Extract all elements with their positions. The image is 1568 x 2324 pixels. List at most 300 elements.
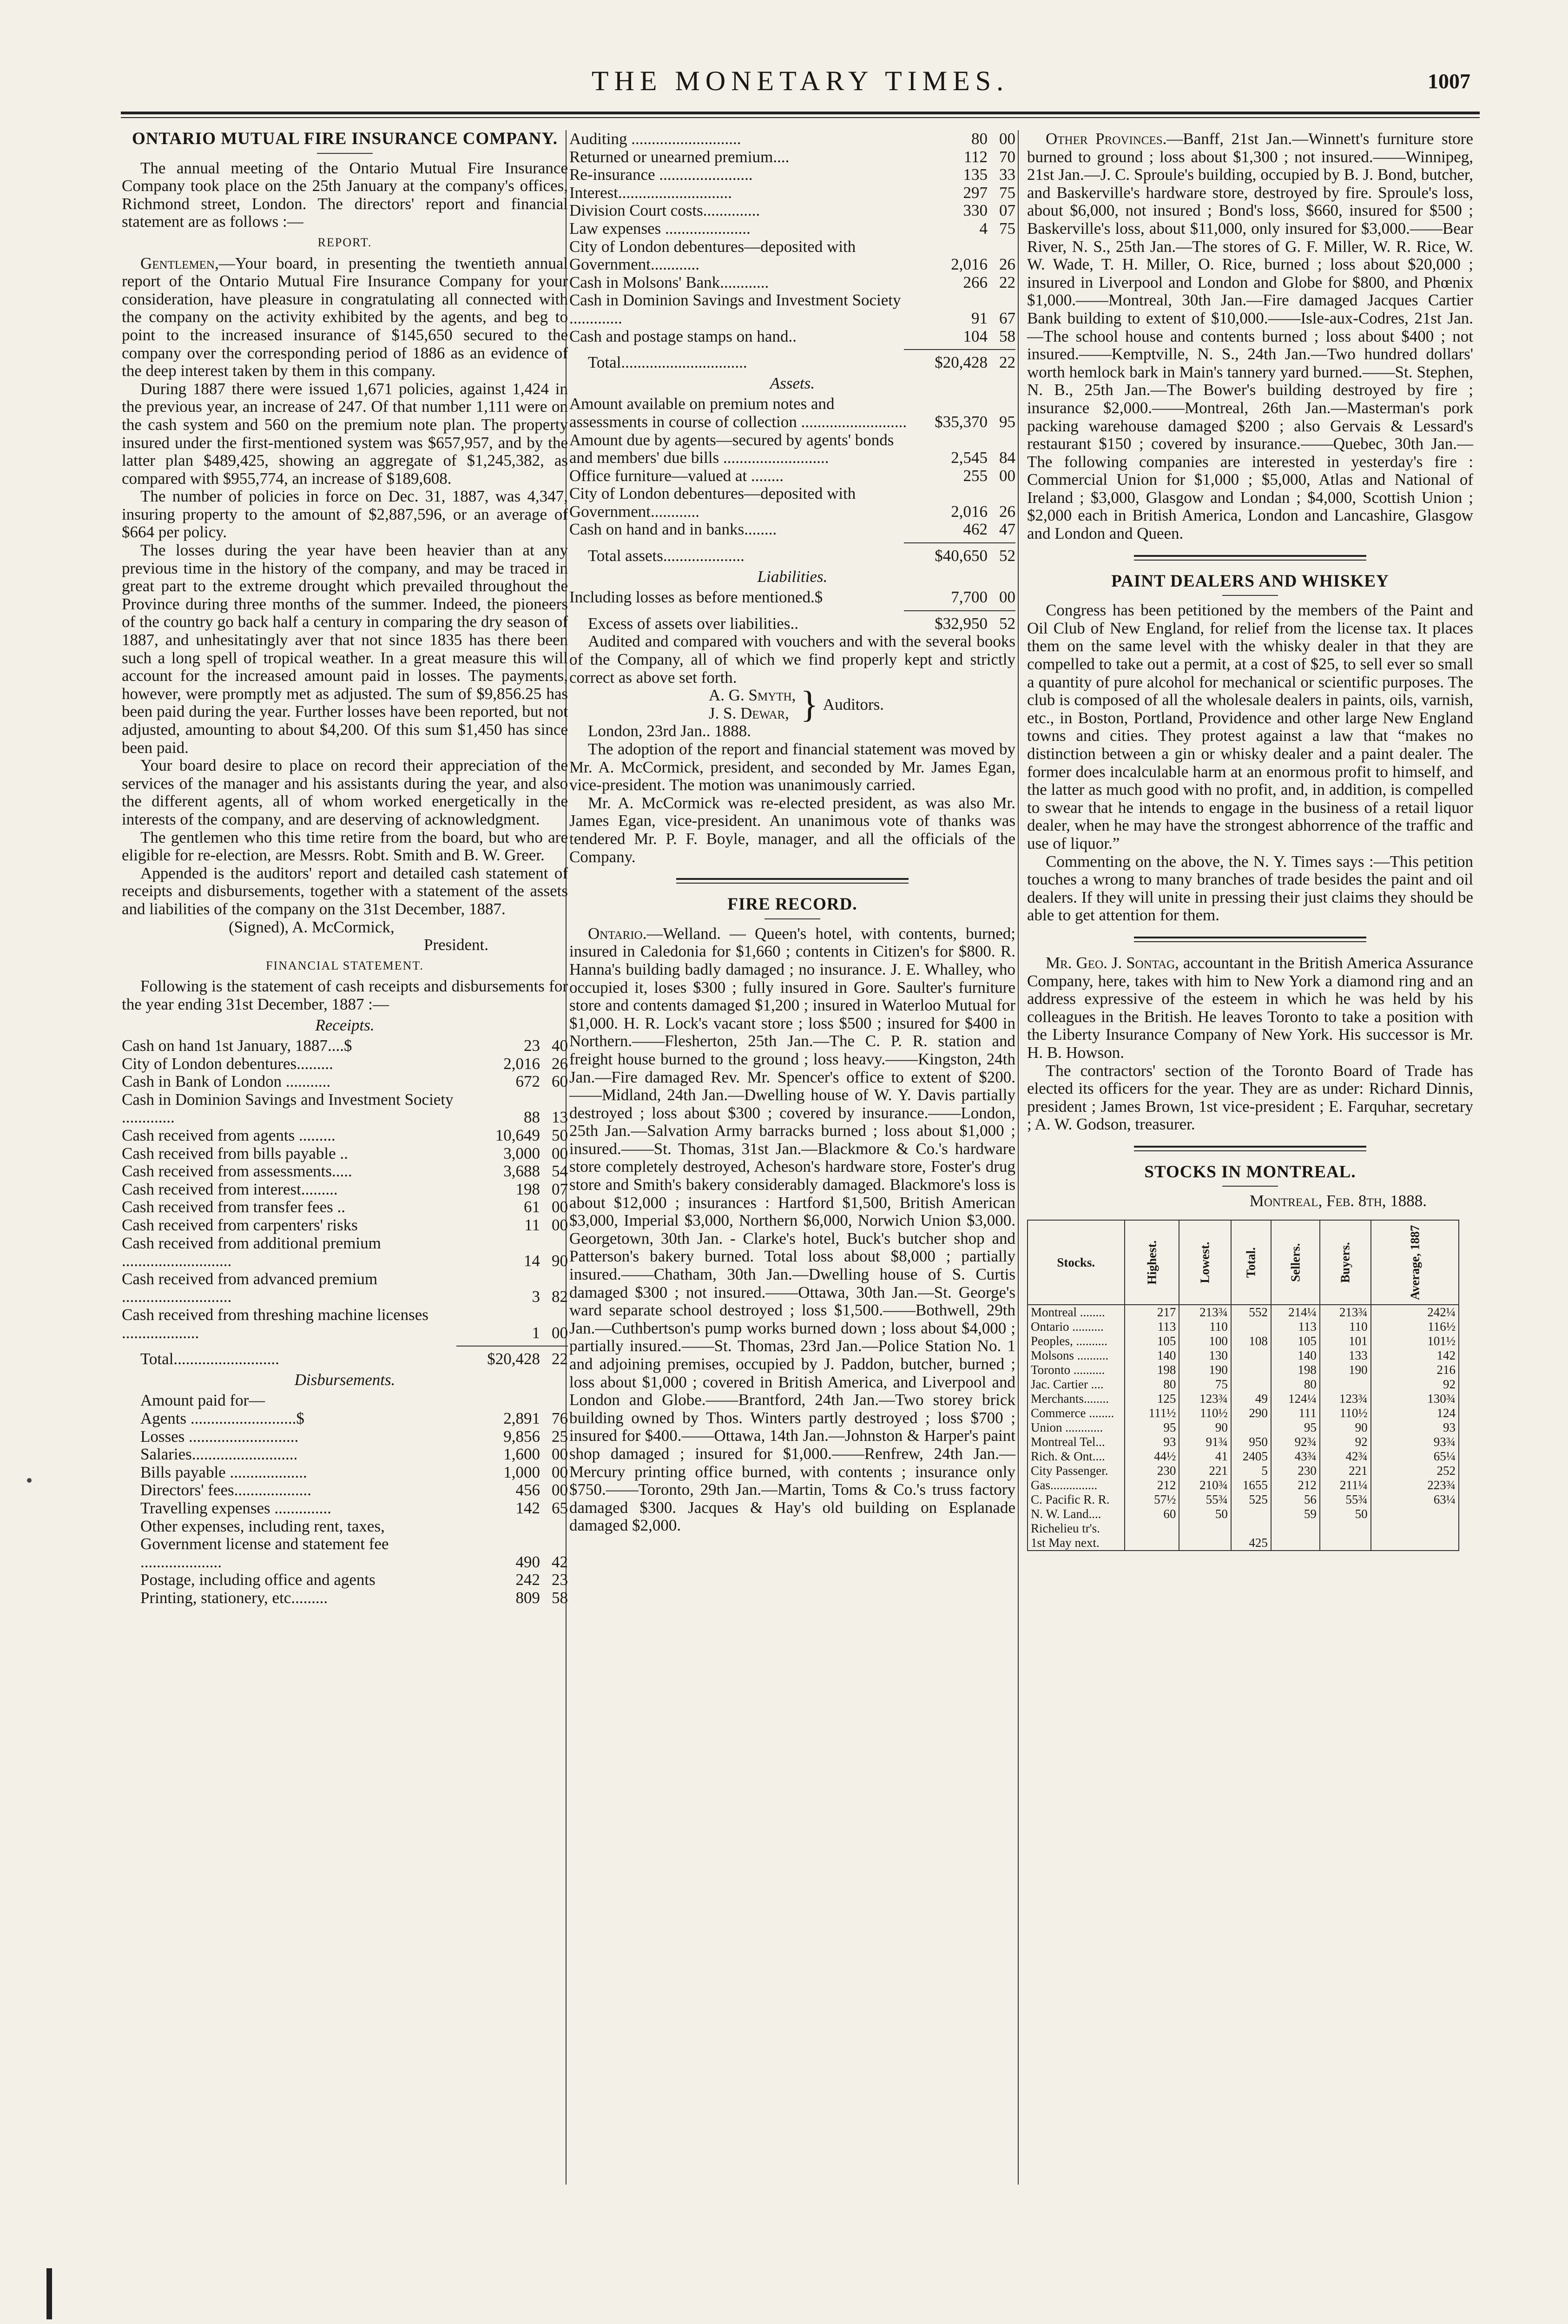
ledger-amount: 490 — [515, 1552, 540, 1571]
ledger-row — [122, 1518, 568, 1571]
table-cell: 56 — [1271, 1492, 1320, 1507]
ledger-label: Salaries.......................... — [140, 1445, 298, 1464]
table-cell: 92 — [1371, 1377, 1459, 1392]
paragraph: Your board desire to place on record their appreciation of the services of the manager and his assistants during the year, and also the different agents, all of whom worked energetically in the interests of the company, and are deserving of acknowledgment. — [122, 756, 568, 828]
ledger-cents: 65 — [552, 1499, 568, 1517]
ledger-cents: 33 — [999, 165, 1015, 184]
ledger-cents: 22 — [999, 273, 1015, 291]
table-cell: 63¼ — [1371, 1492, 1459, 1507]
paragraph: The number of policies in force on Dec. 31, 1887, was 4,347, insuring property to the amount of $2,887,596, or an average of $664 per policy. — [122, 487, 568, 541]
table-cell — [1231, 1507, 1271, 1521]
ledger-amount: 3,688 — [503, 1162, 540, 1181]
table-cell: 252 — [1371, 1464, 1459, 1478]
paragraph-text: accountant in the British America Assurance Company, here, takes with him to New York a diamond ring and an address expressive of the esteem in which he was held by his colleagues in the British. He leaves Toronto to take a position with the Liberty Insurance Company of New York. His successor is Mr. H. B. Howson. — [1027, 953, 1473, 1062]
table-row — [1028, 1406, 1459, 1420]
total-rule — [904, 349, 1015, 350]
stock-name: Merchants........ — [1028, 1392, 1125, 1406]
table-cell: 113 — [1271, 1320, 1320, 1334]
ledger-cents: 75 — [999, 183, 1015, 202]
ledger-cents: 40 — [552, 1037, 568, 1055]
ledger-label: Travelling expenses .............. — [140, 1499, 331, 1517]
table-row — [1028, 1464, 1459, 1478]
ledger-amount: $35,370 — [935, 412, 988, 431]
ledger-cents: 47 — [999, 520, 1015, 539]
table-cell: 42¾ — [1320, 1449, 1371, 1464]
table-cell: 1655 — [1231, 1478, 1271, 1492]
divider — [764, 918, 820, 919]
ledger-cents: 00 — [999, 588, 1015, 607]
paragraph-text: —Welland. — Queen's hotel, with contents, burned; insured in Caledonia for $1,660 ; contents in Citizen's for $800. R. Hanna's building badly damaged ; no insurance. J. E. Whalley, who occupied it, loses $300 ; fully insured in Gore. Saulter's furniture store and contents damaged $1,200 ; insured in Waterloo Mutual for $1,000. H. R. Lock's vacant store ; loss $500 ; insured for $400 in Northern.——Flesherton, 25th Jan.—The C. P. R. station and freight house burned to the ground ; loss heavy.——Kingston, 24th Jan.—Fire damaged Rev. Mr. Spencer's office to extent of $200.——Midland, 24th Jan.—Dwelling house of W. Y. Davis partially destroyed ; loss about $300 ; covered by insurance.——London, 25th Jan.—Salvation Army barracks burned ; loss about $1,000 ; insured.——St. Thomas, 31st Jan.—Blackmore & Co.'s hardware store completely destroyed, Acheson's hardware store, Foster's drug store and Smith's bakery considerably damaged. Blackmore's loss is about $12,000 ; insurances : Hartford $1,500, British American $3,000, Imperial $3,000, Northern $6,000, Norwich Union $3,000. Georgetown, 30th Jan. - Clarke's hotel, Buck's butcher shop and Patterson's bakery burned. Total loss about $8,000 ; partially insured.——Chatham, 30th Jan.—Dwelling house of S. Curtis damaged $300 ; not insured.——Ottawa, 30th Jan.—St. George's ward separate school destroyed ; loss $1,500.——Bothwell, 29th Jan.—Cuthbertson's pump works burned down ; loss about $4,000 ; partially insured.——St. Thomas, 23rd Jan.—Police Station No. 1 and adjoining premises, occupied by J. Paddon, butcher, burned ; loss about $1,000 ; covered in British America, and Liverpool and London and Globe.——Brantford, 24th Jan.—Two storey brick building owned by Thos. Winters partly destroyed ; loss $700 ; insured for $400.——Ottawa, 14th Jan.—Johnston & Harper's paint shop damaged ; insured for $1,000.——Renfrew, 24th Jan.—Mercury printing office burned, with contents ; insurance only $750.——Toronto, 29th Jan.—Martin, Toms & Co.'s truss factory damaged $300. Jacques & Hay's old building on Esplanade damaged $2,000. — [569, 924, 1015, 1535]
table-cell: 75 — [1179, 1377, 1231, 1392]
ledger-subhead: Amount paid for— — [140, 1391, 265, 1410]
article-heading: FIRE RECORD. — [727, 895, 857, 914]
ledger-amount: 11 — [524, 1216, 540, 1235]
ledger-label: Cash in Molsons' Bank............ — [569, 273, 769, 291]
column-header — [1125, 1220, 1179, 1305]
ledger-label: City of London debentures—deposited with Government............ — [569, 237, 856, 274]
column-header — [1271, 1220, 1320, 1305]
ledger-row — [122, 1091, 568, 1127]
ledger-label: Cash on hand and in banks........ — [569, 520, 777, 539]
table-cell: 116½ — [1371, 1320, 1459, 1334]
ledger-row — [122, 1055, 568, 1073]
stock-name: Commerce ........ — [1028, 1406, 1125, 1420]
ledger-label: Amount due by agents—secured by agents' bonds and members' due bills .......................... — [569, 430, 894, 467]
page-number: 1007 — [1428, 69, 1470, 93]
table-cell: 123¾ — [1179, 1392, 1231, 1406]
stock-name: Montreal ........ — [1028, 1305, 1125, 1320]
signature: (Signed), A. McCormick, — [229, 918, 395, 936]
paragraph: Mr. A. McCormick was re-elected president, as was also Mr. James Egan, vice-president. An unanimous vote of thanks was tendered Mr. P. F. Boyle, manager, and all the officials of the Company. — [569, 793, 1015, 866]
ledger-cents: 00 — [999, 130, 1015, 148]
total-rule — [904, 542, 1015, 543]
ledger-cents: 52 — [999, 614, 1015, 633]
ledger-amount: 2,016 — [951, 255, 988, 274]
paragraph: Appended is the auditors' report and detailed cash statement of receipts and disbursements, together with a statement of the assets and liabilities of the company on the 31st December, 1887. — [122, 864, 568, 918]
ledger-row — [122, 1499, 568, 1518]
ledger-cents: 58 — [999, 327, 1015, 345]
ledger-amount: 4 — [979, 219, 988, 238]
ledger-amount: 142 — [515, 1499, 540, 1517]
paragraph: During 1887 there were issued 1,671 policies, against 1,424 in the previous year, an increase of 247. Of that number 1,111 were on the cash system and 560 on the premium note plan. The property insured under the first-mentioned system was $657,957, and by the latter plan $489,425, showing an aggregate of $1,245,382, as compared with $955,774, an increase of $189,608. — [122, 379, 568, 488]
ledger-label: Bills payable ................... — [140, 1463, 307, 1481]
ledger-row — [122, 1464, 568, 1482]
ledger-amount: $20,428 — [935, 353, 988, 372]
ledger-cents: 82 — [552, 1287, 568, 1306]
table-cell: 93¾ — [1371, 1435, 1459, 1449]
table-row — [1028, 1377, 1459, 1392]
ledger-amount: 80 — [971, 130, 988, 148]
stock-name: Rich. & Ont.... — [1028, 1449, 1125, 1464]
table-cell: 43¾ — [1271, 1449, 1320, 1464]
table-cell: 110 — [1320, 1320, 1371, 1334]
table-cell: 105 — [1125, 1334, 1179, 1348]
table-row — [1028, 1334, 1459, 1348]
ledger-cents: 67 — [999, 309, 1015, 327]
table-cell: 101 — [1320, 1334, 1371, 1348]
paragraph — [1027, 130, 1473, 543]
column-2 — [569, 130, 1015, 1535]
ledger-label: Cash and postage stamps on hand.. — [569, 327, 797, 345]
table-cell: 213¾ — [1320, 1305, 1371, 1320]
lead-in: Mr. Geo. J. Sontag, — [1046, 953, 1179, 972]
stock-name: Molsons .......... — [1028, 1348, 1125, 1363]
table-row — [1028, 1348, 1459, 1363]
ledger-label: Losses ........................... — [140, 1427, 299, 1446]
ledger-label: Cash received from interest......... — [122, 1180, 338, 1198]
ledger-amount: 2,016 — [503, 1054, 540, 1073]
paragraph: Commenting on the above, the N. Y. Times says :—This petition touches a wrong to many branches of trade besides the paint and oil dealers. If they will unite in pressing their just claims they should be able to get attention for them. — [1027, 852, 1473, 924]
ledger-label: Total.......................... — [140, 1350, 279, 1368]
paragraph: The adoption of the report and financial statement was moved by Mr. A. McCormick, president, and seconded by Mr. James Egan, vice-president. The motion was unanimously carried. — [569, 740, 1015, 794]
table-cell: 108 — [1231, 1334, 1271, 1348]
ledger-row — [122, 1181, 568, 1199]
auditors-block — [569, 684, 1015, 725]
ledger-row — [122, 1216, 568, 1235]
ledger-cents: 00 — [552, 1463, 568, 1481]
ledger-amount: 1,000 — [503, 1463, 540, 1481]
table-cell: 60 — [1125, 1507, 1179, 1521]
article-heading: STOCKS IN MONTREAL. — [1144, 1162, 1356, 1182]
section-label: REPORT. — [317, 235, 372, 249]
table-cell: 93 — [1371, 1420, 1459, 1435]
ledger-label: Cash received from carpenters' risks — [122, 1216, 358, 1235]
paragraph: Congress has been petitioned by the members of the Paint and Oil Club of New England, for relief from the license tax. It places them on the same level with the whisky dealer in that they are compelled to take out a permit, at a cost of $25, to sell ever so small a quantity of pure alcohol for mechanical or scientific purposes. The club is composed of all the wholesale dealers in paints, oils, varnish, etc., in Boston, Portland, Providence and other large New England towns and cities. They protest against a law that “makes no distinction between a gin or whisky dealer and a paint dealer. The former does incalculable harm at an enormous profit to himself, and the latter as much good with no profit, and, in addition, is compelled to swear that he intends to engage in the business of a retail liquor dealer, when he may have the strongest abhorrence of the traffic and use of liquor.” — [1027, 601, 1473, 852]
ledger-label: Total............................... — [588, 353, 747, 372]
table-cell — [1179, 1536, 1231, 1551]
stock-name: Gas............... — [1028, 1478, 1125, 1492]
ledger-amount: 255 — [963, 466, 988, 485]
stock-name: C. Pacific R. R. — [1028, 1492, 1125, 1507]
ledger-row — [122, 1127, 568, 1145]
table-cell — [1371, 1521, 1459, 1536]
ledger-amount: 104 — [963, 327, 988, 345]
ledger-row — [122, 1571, 568, 1589]
table-cell: 525 — [1231, 1492, 1271, 1507]
lead-in: Gentlemen, — [140, 254, 219, 272]
table-cell: 552 — [1231, 1305, 1271, 1320]
ledger-amount: 242 — [515, 1571, 540, 1589]
section-label: FINANCIAL STATEMENT. — [266, 958, 424, 972]
ledger-heading: Disbursements. — [294, 1370, 395, 1389]
ledger-amount: 3,000 — [503, 1144, 540, 1162]
ledger-cents: 26 — [999, 255, 1015, 274]
table-cell — [1371, 1536, 1459, 1551]
article-heading: PAINT DEALERS AND WHISKEY — [1111, 571, 1389, 591]
table-cell — [1231, 1363, 1271, 1377]
table-cell: 125 — [1125, 1392, 1179, 1406]
assets-list — [569, 395, 1015, 539]
table-cell: 100 — [1179, 1334, 1231, 1348]
table-cell: 111½ — [1125, 1406, 1179, 1420]
ledger-row — [122, 1162, 568, 1181]
table-cell: 210¾ — [1179, 1478, 1231, 1492]
ledger-row — [569, 291, 1015, 327]
ledger-label: Agents ..........................$ — [140, 1409, 304, 1427]
ledger-row — [569, 202, 1015, 220]
ledger-label: Cash received from additional premium ........................... — [122, 1234, 381, 1270]
stock-name: 1st May next. — [1028, 1536, 1125, 1551]
ledger-amount: $32,950 — [935, 614, 988, 633]
ledger-row — [569, 220, 1015, 238]
ledger-label: Cash received from bills payable .. — [122, 1144, 348, 1162]
stock-name: Jac. Cartier .... — [1028, 1377, 1125, 1392]
ledger-amount: 297 — [963, 183, 988, 202]
ledger-amount: 266 — [963, 273, 988, 291]
ledger-row — [569, 148, 1015, 166]
ledger-row — [122, 1481, 568, 1499]
table-cell: 95 — [1125, 1420, 1179, 1435]
ledger-amount: 91 — [971, 309, 988, 327]
ledger-cents: 75 — [999, 219, 1015, 238]
table-cell: 65¼ — [1371, 1449, 1459, 1464]
ledger-cents: 00 — [552, 1216, 568, 1235]
column-header-label: Buyers. — [1338, 1242, 1352, 1283]
table-row — [1028, 1420, 1459, 1435]
auditor-name: J. S. Dewar, — [709, 704, 789, 722]
ledger-row — [569, 485, 1015, 521]
table-cell — [1371, 1507, 1459, 1521]
table-cell: 142 — [1371, 1348, 1459, 1363]
table-cell — [1320, 1536, 1371, 1551]
column-header-label: Highest. — [1145, 1240, 1159, 1285]
ledger-heading: Assets. — [770, 374, 815, 392]
stocks-table — [1027, 1220, 1459, 1551]
ledger-amount: $20,428 — [487, 1350, 540, 1368]
ledger-amount: 2,016 — [951, 502, 988, 521]
table-cell: 49 — [1231, 1392, 1271, 1406]
table-cell: 110 — [1179, 1320, 1231, 1334]
table-row — [1028, 1305, 1459, 1320]
table-cell: 95 — [1271, 1420, 1320, 1435]
ledger-label: Returned or unearned premium.... — [569, 147, 790, 166]
table-cell — [1271, 1536, 1320, 1551]
table-row — [1028, 1492, 1459, 1507]
table-cell: 425 — [1231, 1536, 1271, 1551]
dateline: Montreal, Feb. 8th, 1888. — [1249, 1192, 1427, 1210]
table-cell: 214¼ — [1271, 1305, 1320, 1320]
ledger-label: Cash on hand 1st January, 1887....$ — [122, 1037, 352, 1055]
divider — [1222, 595, 1278, 596]
table-cell: 110½ — [1179, 1406, 1231, 1420]
ledger-cents: 70 — [999, 147, 1015, 166]
ledger-amount: 456 — [515, 1481, 540, 1499]
ledger-row — [122, 1145, 568, 1163]
ledger-row — [122, 1198, 568, 1216]
section-rule — [676, 878, 909, 884]
paragraph: Audited and compared with vouchers and with the several books of the Company, all of which we find properly kept and strictly correct as above set forth. — [569, 632, 1015, 687]
table-cell: 190 — [1320, 1363, 1371, 1377]
column-header — [1371, 1220, 1459, 1305]
ledger-amount: 462 — [963, 520, 988, 539]
table-cell — [1271, 1521, 1320, 1536]
signature-title: President. — [424, 936, 489, 954]
ledger-row — [569, 274, 1015, 292]
ledger-row — [569, 395, 1015, 431]
table-cell: 124¼ — [1271, 1392, 1320, 1406]
lead-in: Ontario. — [588, 924, 647, 943]
paragraph: The gentlemen who this time retire from the board, but who are eligible for re-election, are Messrs. Robt. Smith and B. W. Greer. — [122, 828, 568, 865]
table-cell: 90 — [1320, 1420, 1371, 1435]
brace-glyph: } — [800, 684, 818, 725]
total-rule — [904, 610, 1015, 611]
table-cell: 110½ — [1320, 1406, 1371, 1420]
table-cell: 55¾ — [1179, 1492, 1231, 1507]
table-cell: 123¾ — [1320, 1392, 1371, 1406]
ledger-row — [569, 588, 1015, 607]
ledger-amount: 135 — [963, 165, 988, 184]
table-cell: 230 — [1271, 1464, 1320, 1478]
ledger-cents: 00 — [552, 1445, 568, 1464]
table-cell: 92¾ — [1271, 1435, 1320, 1449]
column-header — [1231, 1220, 1271, 1305]
table-cell: 5 — [1231, 1464, 1271, 1478]
table-cell: 80 — [1125, 1377, 1179, 1392]
ledger-cents: 07 — [999, 201, 1015, 220]
ledger-label: Printing, stationery, etc......... — [140, 1588, 328, 1607]
table-cell — [1320, 1377, 1371, 1392]
column-header-label: Average, 1887 — [1408, 1225, 1422, 1300]
table-header-row — [1028, 1220, 1459, 1305]
ledger-label: Law expenses ..................... — [569, 219, 751, 238]
table-cell — [1231, 1420, 1271, 1435]
ledger-row — [122, 1073, 568, 1091]
ledger-total — [122, 1350, 568, 1368]
ledger-amount: 809 — [515, 1588, 540, 1607]
ledger-label: Cash received from advanced premium ........................... — [122, 1269, 378, 1306]
ledger-amount: 61 — [524, 1198, 540, 1216]
ledger-cents: 22 — [552, 1350, 568, 1368]
table-cell: 221 — [1320, 1464, 1371, 1478]
ledger-label: Cash received from transfer fees .. — [122, 1198, 346, 1216]
ledger-label: Auditing ........................... — [569, 130, 741, 148]
margin-mark — [46, 2268, 52, 2319]
ledger-label: Total assets.................... — [588, 547, 744, 565]
ledger-cents: 23 — [552, 1571, 568, 1589]
stock-name: Ontario .......... — [1028, 1320, 1125, 1334]
table-cell: 133 — [1320, 1348, 1371, 1363]
table-cell: 91¾ — [1179, 1435, 1231, 1449]
table-cell: 57½ — [1125, 1492, 1179, 1507]
disbursements-list-continued — [569, 130, 1015, 345]
table-cell: 93 — [1125, 1435, 1179, 1449]
ledger-amount: 1 — [532, 1323, 540, 1342]
ledger-row — [569, 130, 1015, 148]
ledger-cents: 25 — [552, 1427, 568, 1446]
ledger-label: City of London debentures......... — [122, 1054, 333, 1073]
table-cell: 290 — [1231, 1406, 1271, 1420]
ledger-cents: 58 — [552, 1588, 568, 1607]
column-divider — [1018, 130, 1019, 2185]
ledger-cents: 00 — [552, 1144, 568, 1162]
column-header-label: Stocks. — [1057, 1255, 1095, 1269]
table-cell: 92 — [1320, 1435, 1371, 1449]
ledger-label: Cash in Bank of London ........... — [122, 1072, 331, 1091]
paragraph: Following is the statement of cash receipts and disbursements for the year ending 31st December, 1887 :— — [122, 977, 568, 1013]
table-cell: 55¾ — [1320, 1492, 1371, 1507]
table-cell — [1320, 1521, 1371, 1536]
ledger-label: Amount available on premium notes and assessments in course of collection .......................... — [569, 395, 907, 431]
table-cell: 230 — [1125, 1464, 1179, 1478]
table-row — [1028, 1478, 1459, 1492]
margin-speck — [27, 1478, 32, 1483]
ledger-label: City of London debentures—deposited with Government............ — [569, 484, 856, 521]
auditor-name: A. G. Smyth, — [709, 686, 796, 705]
ledger-cents: 00 — [552, 1198, 568, 1216]
ledger-cents: 50 — [552, 1126, 568, 1145]
ledger-label: Cash received from assessments..... — [122, 1162, 352, 1181]
lead-in: Other Provinces. — [1046, 130, 1167, 148]
ledger-amount: 2,545 — [951, 449, 988, 467]
table-cell: 190 — [1179, 1363, 1231, 1377]
ledger-heading: Receipts. — [315, 1016, 375, 1034]
receipts-list — [122, 1037, 568, 1342]
table-cell — [1125, 1521, 1179, 1536]
masthead-rule-thin — [121, 117, 1480, 118]
ledger-cents: 60 — [552, 1072, 568, 1091]
paragraph-text: —Your board, in presenting the twentieth annual report of the Ontario Mutual Fire Insurance Company for your consideration, have pleasure in congratulating all connected with the company on the activity exhibited by the agents, and beg to point to the increased insurance of $145,650 secured to the company over the corresponding period of 1886 as an evidence of the deep interest taken by them in this company. — [122, 254, 568, 380]
column-1 — [122, 130, 568, 1607]
ledger-row — [569, 431, 1015, 467]
column-header-label: Lowest. — [1198, 1241, 1212, 1283]
stock-name: Montreal Tel... — [1028, 1435, 1125, 1449]
table-cell: 113 — [1125, 1320, 1179, 1334]
masthead-rule — [121, 112, 1480, 114]
ledger-label: Cash in Dominion Savings and Investment Society ............. — [569, 291, 901, 327]
dateline: London, 23rd Jan.. 1888. — [588, 722, 751, 740]
ledger-row — [122, 1306, 568, 1342]
table-cell: 130 — [1179, 1348, 1231, 1363]
column-header — [1320, 1220, 1371, 1305]
table-cell — [1231, 1320, 1271, 1334]
table-cell: 198 — [1271, 1363, 1320, 1377]
ledger-total — [569, 354, 1015, 372]
table-cell: 140 — [1125, 1348, 1179, 1363]
paragraph: The contractors' section of the Toronto Board of Trade has elected its officers for the year. They are as under: Richard Dinnis, president ; James Brown, 1st vice-president ; E. Farquhar, secretary ; A. W. Godson, treasurer. — [1027, 1061, 1473, 1134]
table-cell: 44½ — [1125, 1449, 1179, 1464]
table-row — [1028, 1507, 1459, 1521]
paragraph-text: —Banff, 21st Jan.—Winnett's furniture store burned to ground ; loss about $1,300 ; not insured.——Winnipeg, 21st Jan.—J. C. Sproule's building, occupied by B. J. Bond, butcher, and Baskerville's hardware store, destroyed by fire. Sproule's loss, about $6,000, not insured ; Bond's loss, $660, insured for $500 ; Baskerville's loss, about $11,000, only insured for $3,000.——Bear River, N. S., 25th Jan.—The stores of G. F. Miller, W. R. Rice, W. W. Wade, T. H. Miller, O. Rice, burned ; loss about $20,000 ; insured in Liverpool and London and Globe for $800, and Phœnix $1,000.——Montreal, 30th Jan.—Fire damaged Jacques Cartier Bank building to extent of $10,000.——Isle-aux-Codres, 21st Jan.—The school house and contents burned ; loss about $400 ; not insured.——Kemptville, N. S., 24th Jan.—Two hundred dollars' worth hemlock bark in Main's tannery yard burned.——St. Stephen, N. B., 25th Jan.—The Bower's building destroyed by fire ; insurance $2,000.——Montreal, 26th Jan.—Masterman's pork packing warehouse damaged $200 ; also Gervais & Lessard's restaurant $150 ; covered by insurance.——Quebec, 30th Jan.—The following companies are interested in yesterday's fire : Commercial Union for $1,000 ; $5,000, Atlas and National of Ireland ; $3,000, Glasgow and Londan ; $4,000, Scottish Union ; $2,000 each in British America, London and Lancashire, Glasgow and London and Queen. — [1027, 130, 1473, 543]
ledger-row — [569, 184, 1015, 202]
stock-name: N. W. Land.... — [1028, 1507, 1125, 1521]
publication-title: THE MONETARY TIMES. — [591, 66, 1009, 96]
column-header — [1179, 1220, 1231, 1305]
ledger-label: Re-insurance ....................... — [569, 165, 753, 184]
ledger-cents: 26 — [999, 502, 1015, 521]
table-row — [1028, 1435, 1459, 1449]
table-cell: 130¾ — [1371, 1392, 1459, 1406]
ledger-amount: 672 — [515, 1072, 540, 1091]
ledger-row — [122, 1270, 568, 1306]
ledger-amount: 10,649 — [495, 1126, 540, 1145]
ledger-row — [122, 1410, 568, 1428]
table-cell: 223¾ — [1371, 1478, 1459, 1492]
ledger-row — [569, 166, 1015, 184]
ledger-row — [569, 328, 1015, 346]
ledger-cents: 52 — [999, 547, 1015, 565]
table-cell: 41 — [1179, 1449, 1231, 1464]
paragraph: The annual meeting of the Ontario Mutual Fire Insurance Company took place on the 25th January at the company's offices, Richmond street, London. The directors' report and financial statement are as follows :— — [122, 158, 568, 231]
ledger-amount: 198 — [515, 1180, 540, 1198]
table-cell: 211¼ — [1320, 1478, 1371, 1492]
paragraph — [1027, 954, 1473, 1062]
ledger-label: Cash received from agents ......... — [122, 1126, 336, 1145]
stock-name: Union ............ — [1028, 1420, 1125, 1435]
section-rule — [1134, 1146, 1366, 1151]
table-cell: 50 — [1179, 1507, 1231, 1521]
table-cell: 101½ — [1371, 1334, 1459, 1348]
ledger-cents: 95 — [999, 412, 1015, 431]
